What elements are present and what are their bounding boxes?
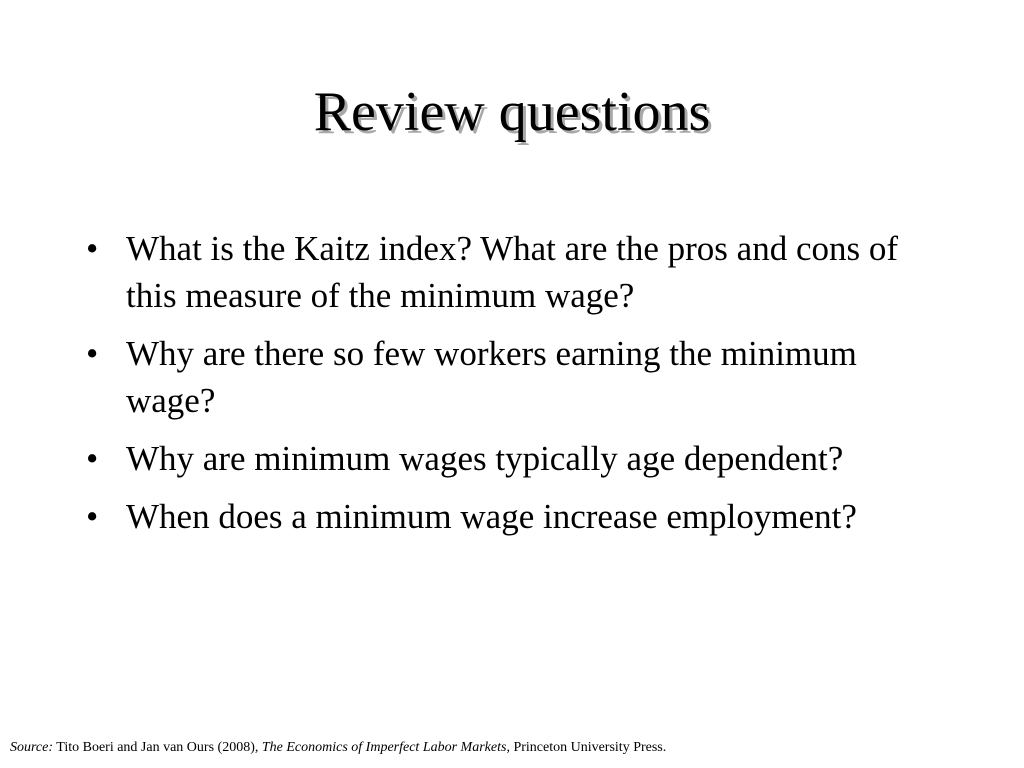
bullet-icon: • (86, 229, 99, 268)
source-authors: Tito Boeri and Jan van Ours (2008), (53, 740, 262, 755)
source-publisher: , Princeton University Press. (506, 740, 667, 755)
bullet-icon: • (86, 497, 99, 536)
bullet-icon: • (86, 334, 99, 373)
bullet-list (86, 225, 916, 551)
bullet-item (86, 225, 916, 319)
source-citation (10, 739, 666, 757)
bullet-text: Why are minimum wages typically age dependent? (126, 439, 844, 478)
bullet-item (86, 330, 916, 424)
slide-title: Review questions (313, 81, 711, 143)
bullet-text: What is the Kaitz index? What are the pros and cons of this measure of the minimum wage? (126, 229, 898, 315)
source-book-title: The Economics of Imperfect Labor Markets (261, 740, 507, 755)
bullet-text: When does a minimum wage increase employment? (126, 497, 857, 536)
bullet-item (86, 493, 916, 540)
source-label: Source: (10, 740, 54, 755)
bullet-text: Why are there so few workers earning the minimum wage? (126, 334, 857, 420)
bullet-icon: • (86, 439, 99, 478)
bullet-item (86, 435, 916, 482)
